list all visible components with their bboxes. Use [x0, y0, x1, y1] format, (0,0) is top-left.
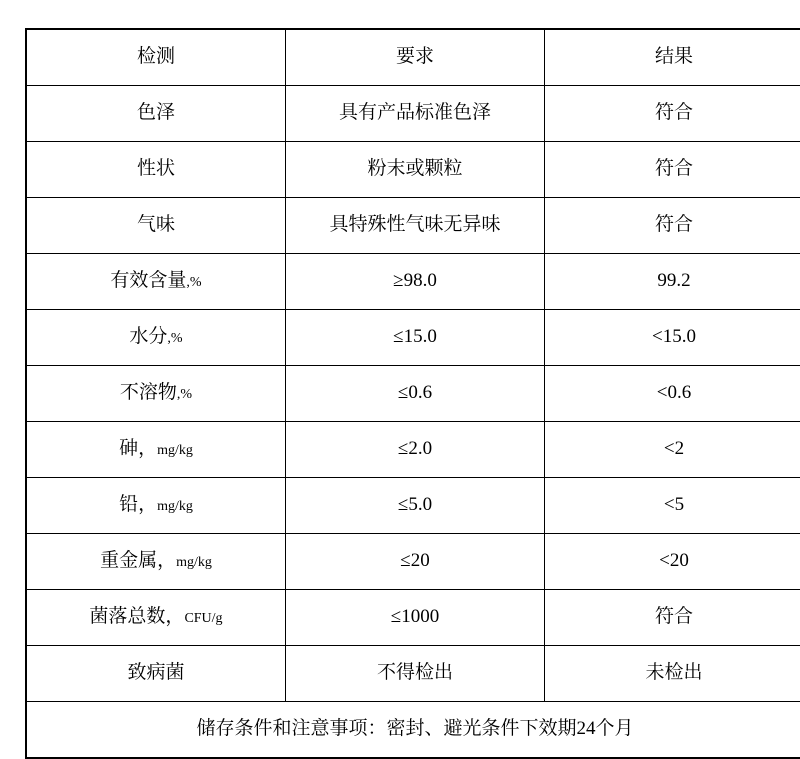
table-row — [26, 254, 800, 310]
cell-result: <20 — [545, 534, 800, 590]
cell-requirement: 不得检出 — [286, 646, 545, 702]
cell-item — [26, 310, 286, 366]
cell-requirement: ≤2.0 — [286, 422, 545, 478]
cell-item-unit: mg/kg — [176, 555, 212, 570]
cell-item-text: 铅， — [119, 494, 157, 515]
cell-item-text: 不溶物 — [120, 382, 177, 403]
cell-item-text: 性状 — [137, 158, 175, 179]
cell-item-unit: ,% — [186, 275, 201, 290]
cell-item — [26, 646, 286, 702]
table-row — [26, 86, 800, 142]
cell-item-text: 菌落总数， — [89, 606, 184, 627]
table-row — [26, 310, 800, 366]
table-row — [26, 478, 800, 534]
cell-requirement: 粉末或颗粒 — [286, 142, 545, 198]
table-row — [26, 198, 800, 254]
table-row — [26, 422, 800, 478]
cell-item — [26, 366, 286, 422]
cell-item — [26, 86, 286, 142]
cell-item — [26, 478, 286, 534]
cell-item-unit: ,% — [177, 387, 192, 402]
cell-result: <5 — [545, 478, 800, 534]
cell-item — [26, 198, 286, 254]
cell-requirement: ≥98.0 — [286, 254, 545, 310]
cell-result: 符合 — [545, 142, 800, 198]
cell-item-text: 气味 — [137, 214, 175, 235]
cell-item-text: 水分 — [129, 326, 167, 347]
cell-item — [26, 534, 286, 590]
cell-item-unit: ,% — [167, 331, 182, 346]
cell-result: 未检出 — [545, 646, 800, 702]
table-row — [26, 590, 800, 646]
cell-requirement: ≤1000 — [286, 590, 545, 646]
cell-item-unit: CFU/g — [184, 611, 222, 626]
table-row — [26, 646, 800, 702]
cell-requirement: ≤15.0 — [286, 310, 545, 366]
cell-item-unit: mg/kg — [157, 443, 193, 458]
cell-item-unit: mg/kg — [157, 499, 193, 514]
cell-result: <2 — [545, 422, 800, 478]
table-body — [26, 29, 800, 758]
table-row — [26, 366, 800, 422]
column-header-result: 结果 — [545, 29, 800, 86]
cell-result: 符合 — [545, 198, 800, 254]
table-row — [26, 534, 800, 590]
cell-item-text: 色泽 — [137, 102, 175, 123]
column-header-item: 检测 — [26, 29, 286, 86]
cell-item — [26, 422, 286, 478]
cell-requirement: 具特殊性气味无异味 — [286, 198, 545, 254]
cell-item-text: 砷， — [119, 438, 157, 459]
cell-item — [26, 590, 286, 646]
table-header-row — [26, 29, 800, 86]
cell-result: 符合 — [545, 86, 800, 142]
specification-table — [25, 28, 800, 759]
column-header-requirement: 要求 — [286, 29, 545, 86]
storage-note: 储存条件和注意事项：密封、避光条件下效期24个月 — [26, 702, 800, 759]
cell-result: <15.0 — [545, 310, 800, 366]
cell-requirement: 具有产品标准色泽 — [286, 86, 545, 142]
cell-result: <0.6 — [545, 366, 800, 422]
cell-item — [26, 254, 286, 310]
cell-item-text: 致病菌 — [127, 662, 184, 683]
cell-item — [26, 142, 286, 198]
cell-requirement: ≤5.0 — [286, 478, 545, 534]
cell-requirement: ≤0.6 — [286, 366, 545, 422]
cell-item-text: 有效含量 — [110, 270, 186, 291]
cell-result: 符合 — [545, 590, 800, 646]
cell-requirement: ≤20 — [286, 534, 545, 590]
cell-item-text: 重金属， — [100, 550, 176, 571]
table-row — [26, 142, 800, 198]
cell-result: 99.2 — [545, 254, 800, 310]
